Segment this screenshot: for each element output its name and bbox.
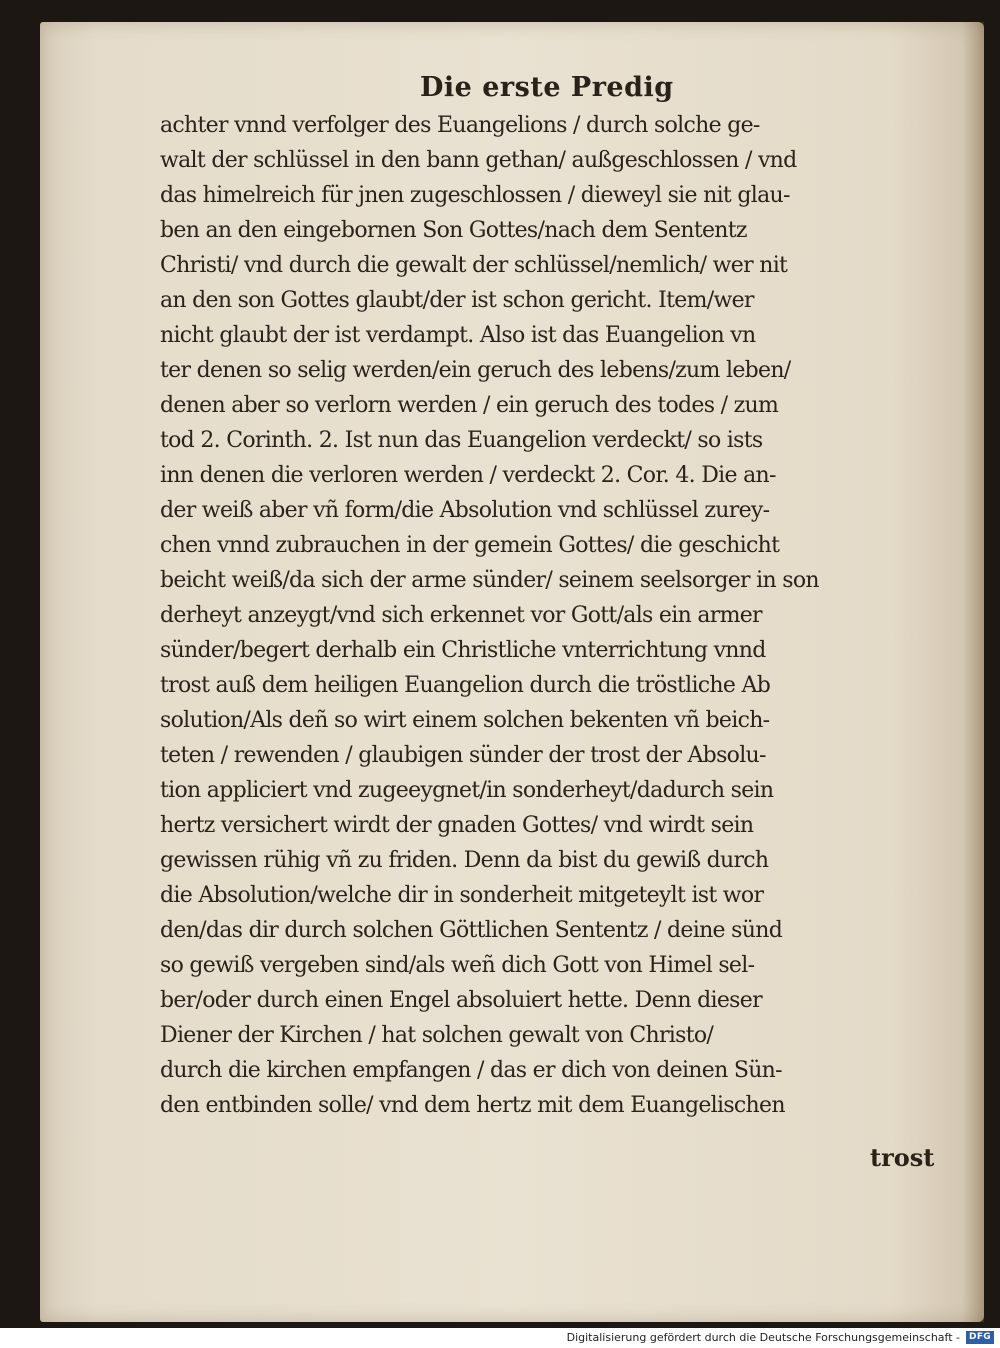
text-line: hertz versichert wirdt der gnaden Gottes/ vnd wirdt sein <box>160 813 754 838</box>
text-line: gewissen rühig vñ zu friden. Denn da bist du gewiß durch <box>160 848 769 873</box>
text-line: teten / rewenden / glaubigen sünder der trost der Absolu- <box>160 743 766 768</box>
text-line: achter vnnd verfolger des Euangelions / durch solche ge- <box>160 113 760 138</box>
text-line: der weiß aber vñ form/die Absolution vnd schlüssel zurey- <box>160 498 770 523</box>
text-line: inn denen die verloren werden / verdeckt 2. Cor. 4. Die an- <box>160 463 776 488</box>
text-line: tod 2. Corinth. 2. Ist nun das Euangelion verdeckt/ so ists <box>160 428 763 453</box>
text-line: durch die kirchen empfangen / das er dich von deinen Sün- <box>160 1058 782 1083</box>
running-head: Die erste Predig <box>420 72 674 103</box>
text-line: nicht glaubt der ist verdampt. Also ist das Euangelion vn <box>160 323 756 348</box>
text-line: den/das dir durch solchen Göttlichen Sententz / deine sünd <box>160 918 783 943</box>
text-line: ber/oder durch einen Engel absoluiert hette. Denn dieser <box>160 988 762 1013</box>
body-text <box>160 108 940 1123</box>
text-line: ben an den eingebornen Son Gottes/nach dem Sententz <box>160 218 747 243</box>
text-line: sünder/begert derhalb ein Christliche vnterrichtung vnnd <box>160 638 766 663</box>
text-line: Diener der Kirchen / hat solchen gewalt von Christo/ <box>160 1023 714 1048</box>
text-line: Christi/ vnd durch die gewalt der schlüssel/nemlich/ wer nit <box>160 253 788 278</box>
text-line: an den son Gottes glaubt/der ist schon gericht. Item/wer <box>160 288 754 313</box>
text-line: tion appliciert vnd zugeeygnet/in sonderheyt/dadurch sein <box>160 778 774 803</box>
text-line: die Absolution/welche dir in sonderheit mitgeteylt ist wor <box>160 883 764 908</box>
text-line: beicht weiß/da sich der arme sünder/ seinem seelsorger in son <box>160 568 819 593</box>
text-line: denen aber so verlorn werden / ein geruch des todes / zum <box>160 393 779 418</box>
text-line: derheyt anzeygt/vnd sich erkennet vor Gott/als ein armer <box>160 603 762 628</box>
text-line: den entbinden solle/ vnd dem hertz mit dem Euangelischen <box>160 1093 785 1118</box>
catchword: trost <box>870 1143 935 1172</box>
funding-notice: Digitalisierung gefördert durch die Deutsche Forschungsgemeinschaft - <box>566 1331 960 1344</box>
footer-bar <box>0 1328 1000 1348</box>
page-edge-shadow <box>962 22 984 1322</box>
text-line: walt der schlüssel in den bann gethan/ außgeschlossen / vnd <box>160 148 797 173</box>
dfg-logo: DFG <box>966 1331 994 1344</box>
text-line: chen vnnd zubrauchen in der gemein Gottes/ die geschicht <box>160 533 780 558</box>
text-line: das himelreich für jnen zugeschlossen / dieweyl sie nit glau- <box>160 183 790 208</box>
text-line: ter denen so selig werden/ein geruch des lebens/zum leben/ <box>160 358 791 383</box>
text-line: solution/Als deñ so wirt einem solchen bekenten vñ beich- <box>160 708 770 733</box>
text-line: so gewiß vergeben sind/als weñ dich Gott von Himel sel- <box>160 953 755 978</box>
text-line: trost auß dem heiligen Euangelion durch die tröstliche Ab <box>160 673 771 698</box>
